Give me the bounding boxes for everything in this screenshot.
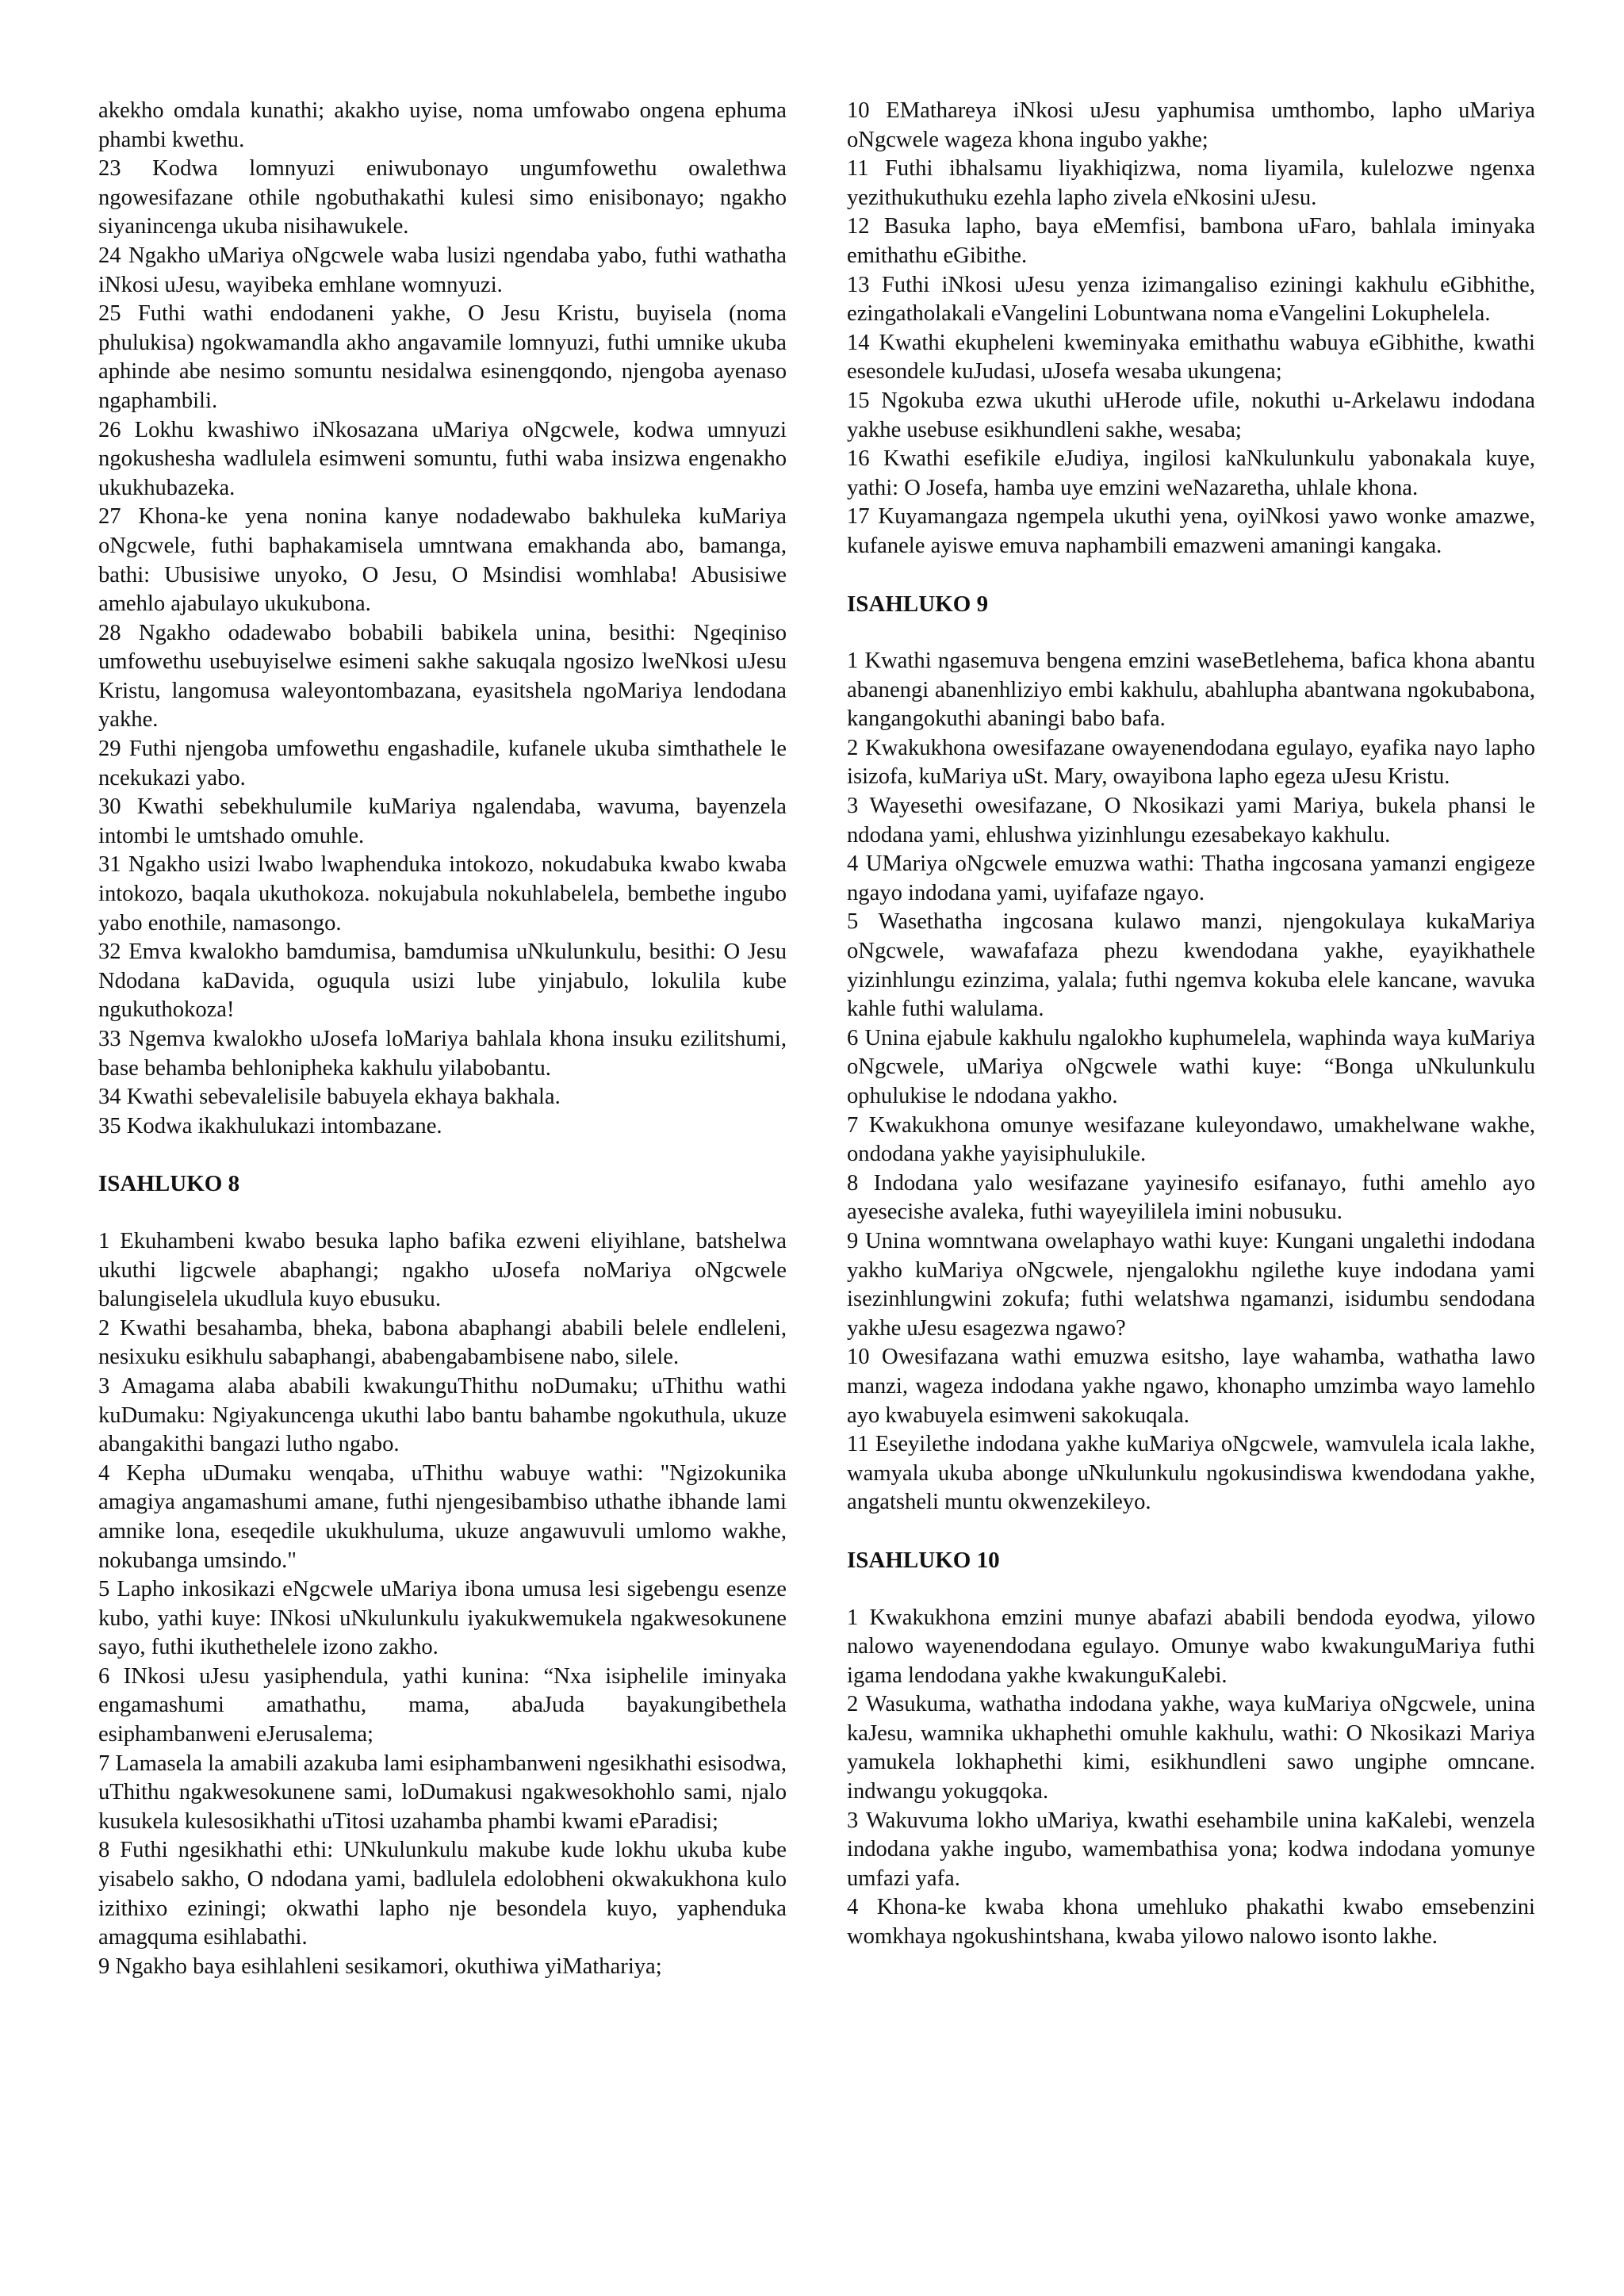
verse-paragraph: 24 Ngakho uMariya oNgcwele waba lusizi ngendaba yabo, futhi wathatha iNkosi uJesu, wayibeka emhlane womnyuzi. <box>98 243 787 297</box>
verse-paragraph: 8 Indodana yalo wesifazane yayinesifo esifanayo, futhi amehlo ayo ayesecishe avaleka, futhi wayeyililela imini nobusuku. <box>847 1170 1535 1225</box>
verse-paragraph: 1 Kwakukhona emzini munye abafazi ababili bendoda eyodwa, yilowo nalowo wayenendodana egulayo. Omunye wabo kwakunguMariya futhi igama lendodana yakhe kwakunguKalebi. <box>847 1605 1535 1688</box>
verse-paragraph: 7 Kwakukhona omunye wesifazane kuleyondawo, umakhelwane wakhe, ondodana yakhe yayisiphulukile. <box>847 1112 1535 1167</box>
verse-paragraph: 7 Lamasela la amabili azakuba lami esiphambanweni ngesikhathi esisodwa, uThithu ngakwesokunene sami, loDumakusi ngakwesokhohlo sami, njalo kusukela kulesosikhathi uTitosi uzahamba phambi kwami eParadisi; <box>98 1751 787 1834</box>
verse-paragraph: 32 Emva kwalokho bamdumisa, bamdumisa uNkulunkulu, besithi: O Jesu Ndodana kaDavida, oguqula usizi lube yinjabulo, lokulila kube ngukuthokoza! <box>98 939 787 1023</box>
verse-paragraph: 1 Kwathi ngasemuva bengena emzini waseBetlehema, bafica khona abantu abanengi abanenhliziyo embi kakhulu, abahlupha abantwana ngokubabona, kangangokuthi abaningi babo bafa. <box>847 649 1535 732</box>
verse-paragraph: 3 Wakuvuma lokho uMariya, kwathi esehambile unina kaKalebi, wenzela indodana yakhe ingubo, wamembathisa yona; kodwa indodana yomunye umfazi yafa. <box>847 1808 1535 1891</box>
verse-paragraph: 12 Basuka lapho, baya eMemfisi, bambona uFaro, bahlala iminyaka emithathu eGibithe. <box>847 214 1535 268</box>
verse-paragraph: 4 UMariya oNgcwele emuzwa wathi: Thatha ingcosana yamanzi engigeze ngayo indodana yami, uyifafaze ngayo. <box>847 851 1535 905</box>
verse-paragraph: 2 Kwakukhona owesifazane owayenendodana egulayo, eyafika nayo lapho isizofa, kuMariya uSt. Mary, owayibona lapho egeza uJesu Kristu. <box>847 735 1535 790</box>
verse-paragraph: 2 Wasukuma, wathatha indodana yakhe, waya kuMariya oNgcwele, unina kaJesu, wamnika ukhaphethi omuhle kakhulu, wathi: O Nkosikazi Mariya yamukela lokhaphethi kimi, esikhundleni sawo ungiphe omncane. indwangu yokugqoka. <box>847 1692 1535 1804</box>
verse-paragraph: 9 Unina womntwana owelaphayo wathi kuye: Kungani ungalethi indodana yakho kuMariya oNgcwele, njengalokhu ngilethe kuye indodana yami isezinhlungwini zokufa; futhi welatshwa ngamanzi, isidumbu sendodana yakhe uJesu esagezwa ngawo? <box>847 1228 1535 1341</box>
verse-paragraph: 13 Futhi iNkosi uJesu yenza izimangaliso eziningi kakhulu eGibhithe, ezingatholakali eVangelini Lobuntwana noma eVangelini Lokuphelela. <box>847 272 1535 327</box>
verse-paragraph: 5 Lapho inkosikazi eNgcwele uMariya ibona umusa lesi sigebengu esenze kubo, yathi kuye: INkosi uNkulunkulu iyakukwemukela ngakwesokunene sayo, futhi ikuthethelele izono zakho. <box>98 1577 787 1660</box>
verse-paragraph: 11 Eseyilethe indodana yakhe kuMariya oNgcwele, wamvulela icala lakhe, wamyala ukuba abonge uNkulunkulu ngokusindiswa kwendodana yakhe, angatsheli muntu okwenzekileyo. <box>847 1432 1535 1515</box>
verse-paragraph: 17 Kuyamangaza ngempela ukuthi yena, oyiNkosi yawo wonke amazwe, kufanele ayiswe emuva naphambili emazweni amaningi kangaka. <box>847 504 1535 558</box>
verse-paragraph: 4 Khona-ke kwaba khona umehluko phakathi kwabo emsebenzini womkhaya ngokushintshana, kwaba yilowo nalowo isonto lakhe. <box>847 1895 1535 1950</box>
verse-paragraph: 16 Kwathi esefikile eJudiya, ingilosi kaNkulunkulu yabonakala kuye, yathi: O Josefa, hamba uye emzini weNazaretha, uhlale khona. <box>847 446 1535 500</box>
chapter-heading: ISAHLUKO 8 <box>98 1171 240 1197</box>
verse-paragraph: 11 Futhi ibhalsamu liyakhiqizwa, noma liyamila, kulelozwe ngenxa yezithukuthuku ezehla lapho zivela eNkosini uJesu. <box>847 156 1535 210</box>
verse-paragraph: 34 Kwathi sebevalelisile babuyela ekhaya bakhala. <box>98 1085 561 1110</box>
verse-paragraph: 25 Futhi wathi endodaneni yakhe, O Jesu Kristu, buyisela (noma phulukisa) ngokwamandla akho angavamile lomnyuzi, futhi umnike ukuba aphinde abe nesimo somuntu nesidalwa esinengqondo, njengoba ayenaso ngaphambili. <box>98 301 787 413</box>
verse-paragraph: 29 Futhi njengoba umfowethu engashadile, kufanele ukuba simthathele le ncekukazi yabo. <box>98 737 787 790</box>
verse-paragraph: 8 Futhi ngesikhathi ethi: UNkulunkulu makube kude lokhu ukuba kube yisabelo sakho, O ndodana yami, badlulela edolobheni okwakukhona kulo izithixo eziningi; okwathi lapho nje besondela kuyo, yaphenduka amagquma esihlabathi. <box>98 1838 787 1950</box>
verse-paragraph: 1 Ekuhambeni kwabo besuka lapho bafika ezweni eliyihlane, batshelwa ukuthi ligcwele abaphangi; ngakho uJosefa noMariya oNgcwele balungiselela ukudlula kuyo ebusuku. <box>98 1228 787 1312</box>
verse-paragraph: 27 Khona-ke yena nonina kanye nodadewabo bakhuleka kuMariya oNgcwele, futhi baphakamisela umntwana emakhanda abo, bamanga, bathi: Ubusisiwe unyoko, O Jesu, O Msindisi womhlaba! Abusisiwe amehlo ajabulayo ukukubona. <box>98 504 787 617</box>
verse-paragraph: akekho omdala kunathi; akakho uyise, noma umfowabo ongena ephuma phambi kwethu. <box>98 98 787 152</box>
verse-paragraph: 6 Unina ejabule kakhulu ngalokho kuphumelela, waphinda waya kuMariya oNgcwele, uMariya oNgcwele wathi kuye: “Bonga uNkulunkulu ophulukise le ndodana yakho. <box>847 1025 1535 1108</box>
verse-paragraph: 33 Ngemva kwalokho uJosefa loMariya bahlala khona insuku ezilitshumi, base behamba behlonipheka kakhulu yilabobantu. <box>98 1027 787 1081</box>
verse-paragraph: 35 Kodwa ikakhulukazi intombazane. <box>98 1113 442 1138</box>
verse-paragraph: 2 Kwathi besahamba, bheka, babona abaphangi ababili belele endleleni, nesixuku esikhulu sabaphangi, ababengabambisene nabo, silele. <box>98 1315 787 1370</box>
verse-paragraph: 10 EMathareya iNkosi uJesu yaphumisa umthombo, lapho uMariya oNgcwele wageza khona ingubo yakhe; <box>847 98 1535 152</box>
verse-paragraph: 5 Wasethatha ingcosana kulawo manzi, njengokulaya kukaMariya oNgcwele, wawafafaza phezu kwendodana yakhe, eyayikhathele yizinhlungu ezinzima, yalala; futhi ngemva kokuba elele kancane, wavuka kahle futhi walulama. <box>847 909 1535 1022</box>
verse-paragraph: 23 Kodwa lomnyuzi eniwubonayo ungumfowethu owalethwa ngowesifazane othile ngobuthakathi kulesi simo enisibonayo; ngakho siyanincenga ukuba nisihawukele. <box>98 156 787 239</box>
right-column <box>847 97 1535 1952</box>
verse-paragraph: 31 Ngakho usizi lwabo lwaphenduka intokozo, nokudabuka kwabo kwaba intokozo, baqala ukuthokoza. nokujabula nokuhlabelela, bembethe ingubo yabo enothile, namasongo. <box>98 852 787 936</box>
verse-paragraph: 9 Ngakho baya esihlahleni sesikamori, okuthiwa yiMathariya; <box>98 1954 662 1979</box>
verse-paragraph: 10 Owesifazana wathi emuzwa esitsho, laye wahamba, wathatha lawo manzi, wageza indodana yakhe ngawo, khonapho umzimba wayo lamehlo ayo kwabuyela esimweni sakokuqala. <box>847 1345 1535 1428</box>
left-column <box>98 97 787 1981</box>
verse-paragraph: 14 Kwathi ekupheleni kweminyaka emithathu wabuya eGibhithe, kwathi esesondele kuJudasi, uJosefa wesaba ukungena; <box>847 330 1535 385</box>
verse-paragraph: 28 Ngakho odadewabo bobabili babikela unina, besithi: Ngeqiniso umfowethu usebuyiselwe esimeni sakhe sakuqala ngosizo lweNkosi uJesu Kristu, langomusa waleyontombazana, eyasitshela ngoMariya lendodana yakhe. <box>98 620 787 733</box>
verse-paragraph: 3 Wayesethi owesifazane, O Nkosikazi yami Mariya, bukela phansi le ndodana yami, ehlushwa yizinhlungu ezesabekayo kakhulu. <box>847 794 1535 848</box>
chapter-heading: ISAHLUKO 10 <box>847 1547 1000 1573</box>
verse-paragraph: 6 INkosi uJesu yasiphendula, yathi kunina: “Nxa isiphelile iminyaka engamashumi amathathu, mama, abaJuda bayakungibethela esiphambanweni eJerusalema; <box>98 1663 787 1747</box>
verse-paragraph: 30 Kwathi sebekhulumile kuMariya ngalendaba, wavuma, bayenzela intombi le umtshado omuhle. <box>98 794 787 848</box>
verse-paragraph: 3 Amagama alaba ababili kwakunguThithu noDumaku; uThithu wathi kuDumaku: Ngiyakuncenga ukuthi labo bantu bahambe ngokuthula, ukuze abangakithi bangazi lutho ngabo. <box>98 1373 787 1457</box>
verse-paragraph: 15 Ngokuba ezwa ukuthi uHerode ufile, nokuthi u-Arkelawu indodana yakhe usebuse esikhundleni sakhe, wesaba; <box>847 388 1535 442</box>
chapter-heading: ISAHLUKO 9 <box>847 591 989 617</box>
verse-paragraph: 26 Lokhu kwashiwo iNkosazana uMariya oNgcwele, kodwa umnyuzi ngokushesha wadlulela esimweni somuntu, futhi waba insizwa engenakho ukukhubazeka. <box>98 417 787 500</box>
verse-paragraph: 4 Kepha uDumaku wenqaba, uThithu wabuye wathi: "Ngizokunika amagiya angamashumi amane, futhi njengesibambiso uthathe ibhande lami amnike lona, eseqedile ukukhuluma, ukuze angawuvuli umlomo wakhe, nokubanga umsindo." <box>98 1460 787 1573</box>
